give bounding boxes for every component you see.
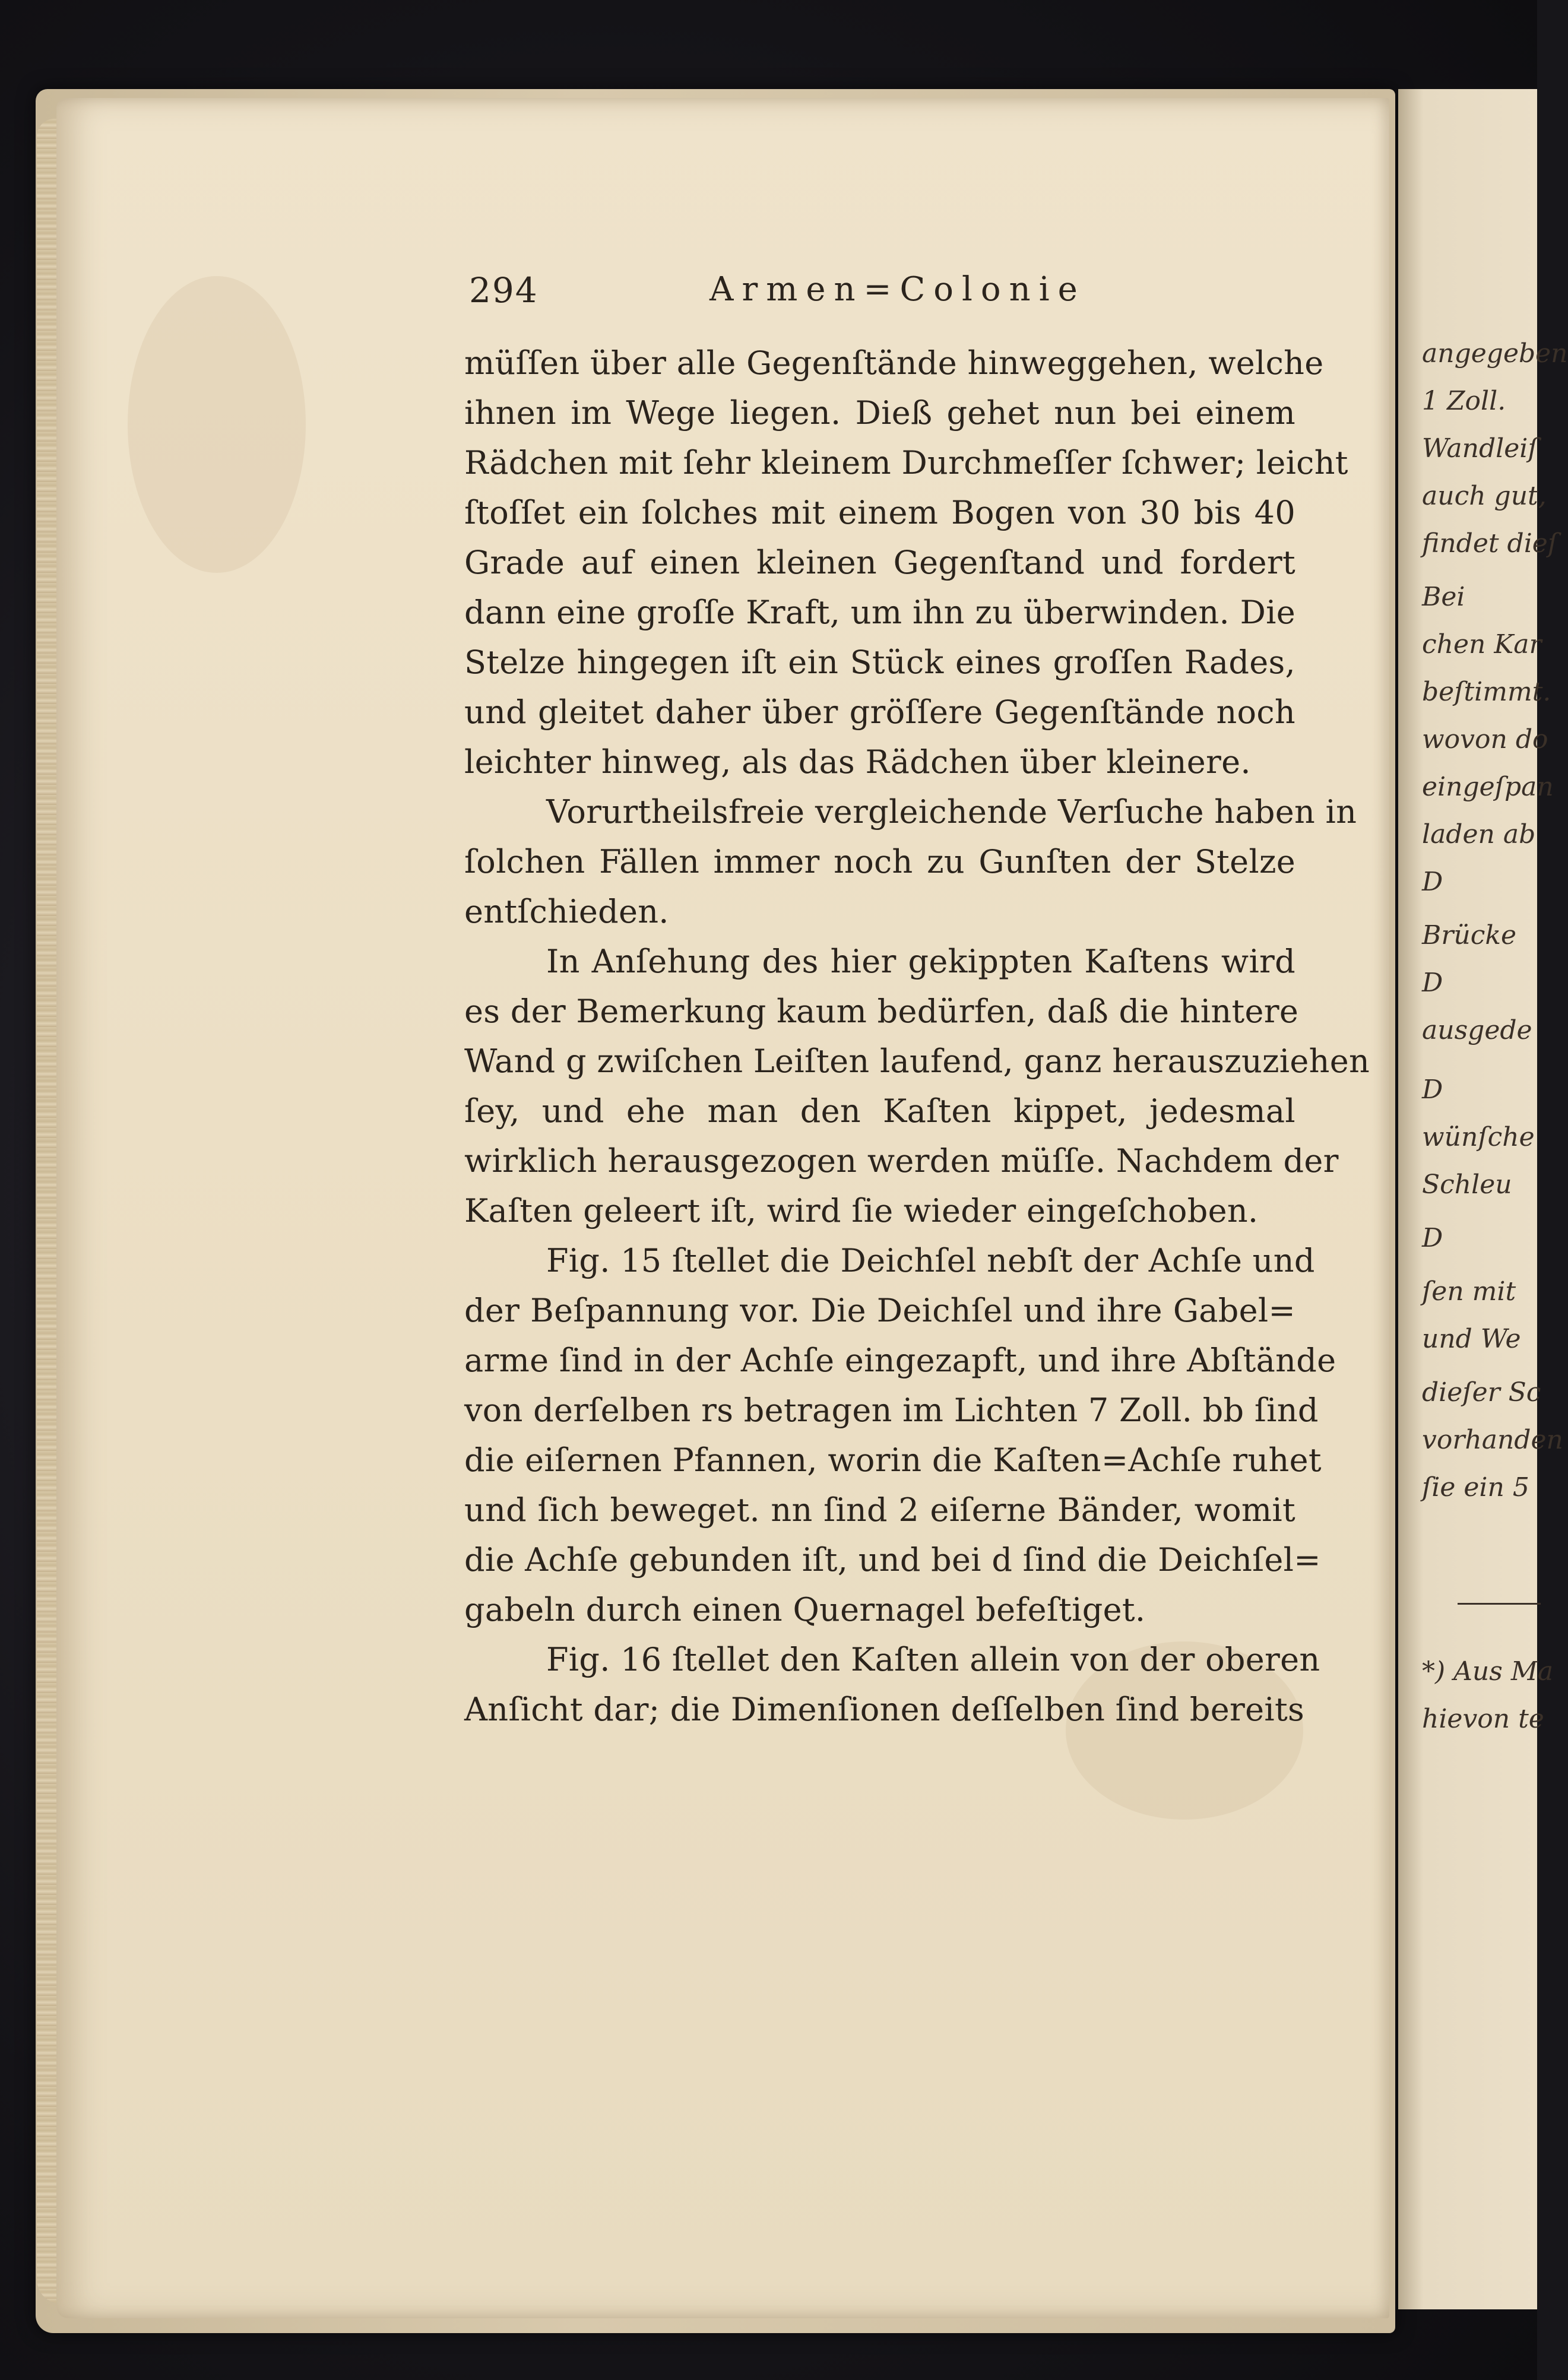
text-line: es der Bemerkung kaum bedürfen, daß die hintere [464, 993, 1299, 1030]
facing-page-line: D [1422, 867, 1443, 897]
facing-page-line: eingeſpan [1422, 772, 1554, 802]
facing-page-line: und We [1422, 1324, 1521, 1354]
text-line: die Achſe gebunden iſt, und bei d ſind die Deichſel= [464, 1541, 1321, 1579]
text-line: leichter hinweg, als das Rädchen über kleinere. [464, 743, 1251, 781]
text-line: Grade auf einen kleinen Gegenſtand und fordert [464, 544, 1295, 581]
paper-stain [128, 276, 306, 573]
facing-page-line: ſen mit [1422, 1276, 1516, 1307]
facing-page-line: Brücke [1422, 920, 1517, 950]
footnote-rule [1458, 1603, 1541, 1605]
text-line: der Beſpannung vor. Die Deichſel und ihre Gabel= [464, 1292, 1295, 1329]
facing-page-line: laden ab [1422, 819, 1536, 850]
text-line: Anſicht dar; die Dimenſionen deſſelben ſind bereits [464, 1691, 1305, 1728]
text-line: von derſelben rs betragen im Lichten 7 Zoll. bb ſind [464, 1392, 1319, 1429]
facing-page-line: auch gut, [1422, 481, 1547, 511]
text-line: entſchieden. [464, 893, 669, 930]
running-head-title: Armen=Colonie [709, 270, 1086, 309]
text-line: Rädchen mit ſehr kleinem Durchmeſſer ſchwer; leicht [464, 444, 1348, 481]
text-line: die eiſernen Pfannen, worin die Kaſten=Achſe ruhet [464, 1441, 1322, 1479]
text-line: Kaſten geleert iſt, wird ſie wieder eingeſchoben. [464, 1192, 1259, 1229]
facing-page-line: *) Aus Ma [1422, 1656, 1554, 1687]
text-line: und gleitet daher über gröſſere Gegenſtände noch [464, 693, 1295, 731]
facing-page-line: beſtimmt. [1422, 677, 1551, 707]
text-line: ſey, und ehe man den Kaſten kippet, jedesmal [464, 1092, 1295, 1130]
text-line: ſtoſſet ein ſolches mit einem Bogen von 30 bis 40 [464, 494, 1295, 531]
facing-page-line: ſie ein 5 [1422, 1472, 1529, 1503]
facing-page-line: hievon te [1422, 1704, 1544, 1734]
text-line: Fig. 16 ſtellet den Kaſten allein von der oberen [546, 1641, 1320, 1678]
facing-page-line: vorhanden [1422, 1425, 1563, 1455]
text-line: dann eine groſſe Kraft, um ihn zu überwinden. Die [464, 594, 1295, 631]
text-line: ihnen im Wege liegen. Dieß gehet nun bei einem [464, 394, 1295, 432]
facing-page-line: dieſer Sc [1422, 1377, 1541, 1408]
facing-page-fragment [1398, 89, 1568, 2309]
page-number: 294 [469, 270, 538, 310]
text-line: ſolchen Fällen immer noch zu Gunſten der Stelze [464, 843, 1295, 880]
facing-page-line: Wandleiſ [1422, 433, 1538, 464]
facing-page-line: D [1422, 1075, 1443, 1105]
facing-page-line: wünſche [1422, 1122, 1535, 1152]
text-line: und ſich beweget. nn ſind 2 eiſerne Bänder, womit [464, 1491, 1295, 1529]
text-line: gabeln durch einen Quernagel befeſtiget. [464, 1591, 1146, 1628]
facing-page-line: angegeben [1422, 338, 1568, 369]
facing-page-line: D [1422, 1223, 1443, 1253]
text-line: Wand g zwiſchen Leiſten laufend, ganz herauszuziehen [464, 1042, 1370, 1080]
facing-page-line: Schleu [1422, 1170, 1512, 1200]
facing-page-line: chen Kar [1422, 629, 1542, 660]
facing-page-line: wovon do [1422, 724, 1548, 755]
text-line: In Anſehung des hier gekippten Kaſtens wird [546, 943, 1295, 980]
facing-page-line: ausgede [1422, 1015, 1532, 1045]
facing-page-line: Bei [1422, 582, 1465, 612]
text-line: Stelze hingegen iſt ein Stück eines groſſen Rades, [464, 644, 1295, 681]
facing-page-line: D [1422, 968, 1443, 998]
text-line: wirklich herausgezogen werden müſſe. Nachdem der [464, 1142, 1339, 1180]
text-line: müſſen über alle Gegenſtände hinweggehen, welche [464, 344, 1324, 382]
text-line: Vorurtheilsfreie vergleichende Verſuche haben in [546, 793, 1357, 831]
text-line: arme ſind in der Achſe eingezapft, und ihre Abſtände [464, 1342, 1336, 1379]
facing-page-line: findet dieſ [1422, 528, 1558, 559]
text-line: Fig. 15 ſtellet die Deichſel nebſt der Achſe und [546, 1242, 1315, 1279]
facing-page-line: 1 Zoll. [1422, 386, 1506, 416]
